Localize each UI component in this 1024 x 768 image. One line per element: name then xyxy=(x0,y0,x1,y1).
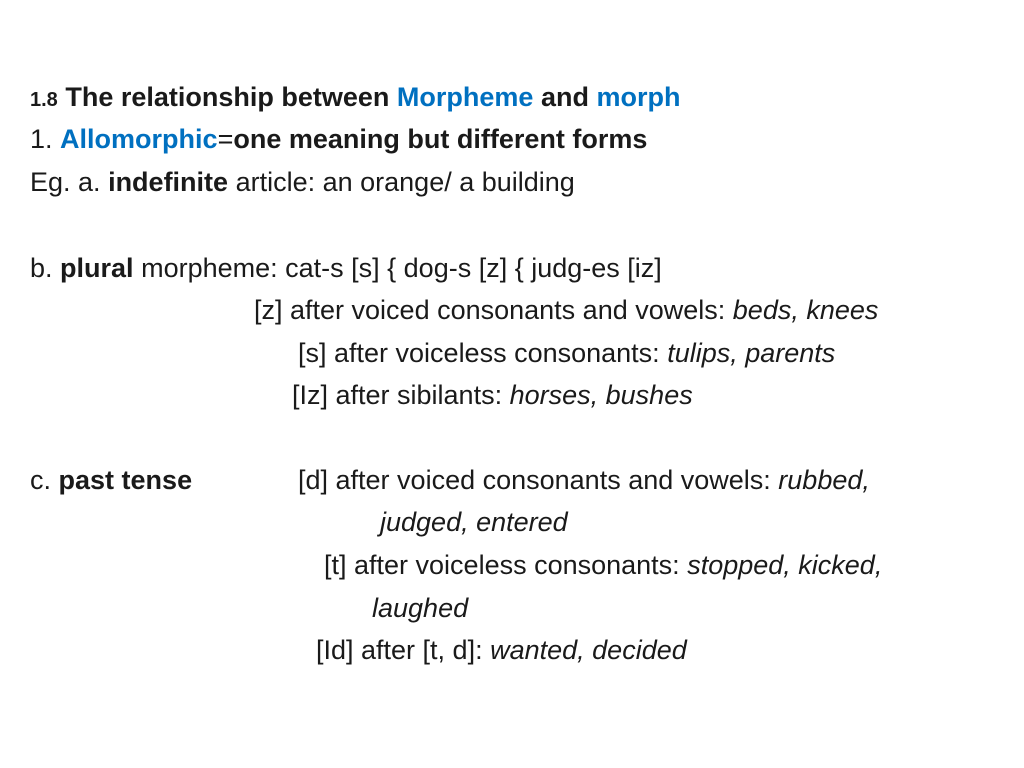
heading-pre: The relationship between xyxy=(65,82,390,112)
past-rule-t-continuation: laughed xyxy=(372,593,469,623)
point-1-prefix: 1. xyxy=(30,124,53,154)
past-rule-t xyxy=(324,552,882,579)
plural-rule-iz-examples: horses, bushes xyxy=(509,380,693,410)
plural-rule-iz-text: [Iz] after sibilants: xyxy=(292,380,503,410)
plural-rule-s-text: [s] after voiceless consonants: xyxy=(298,338,660,368)
example-b-text: morpheme: cat-s [s] { dog-s [z] { judg-es [iz] xyxy=(141,253,662,283)
plural-rule-z-examples: beds, knees xyxy=(732,295,879,325)
past-rule-d-examples: rubbed, xyxy=(778,465,870,495)
example-c-prefix: c. xyxy=(30,465,52,495)
past-rule-d-continuation: judged, entered xyxy=(380,507,568,537)
plural-rule-z-text: [z] after voiced consonants and vowels: xyxy=(254,295,726,325)
past-rule-t-text: [t] after voiceless consonants: xyxy=(324,550,680,580)
example-b-line xyxy=(30,255,662,282)
point-1-line xyxy=(30,126,647,153)
past-rule-id xyxy=(316,637,687,664)
section-number: 1.8 xyxy=(30,89,58,111)
point-1-term: Allomorphic xyxy=(60,124,218,154)
past-rule-d xyxy=(298,467,870,494)
past-rule-id-text: [Id] after [t, d]: xyxy=(316,635,483,665)
plural-rule-z xyxy=(254,297,878,324)
past-rule-t-examples: stopped, kicked, xyxy=(687,550,883,580)
past-rule-d-text: [d] after voiced consonants and vowels: xyxy=(298,465,771,495)
plural-rule-s-examples: tulips, parents xyxy=(667,338,836,368)
example-b-prefix: b. xyxy=(30,253,53,283)
plural-rule-s xyxy=(298,340,835,367)
plural-rule-iz xyxy=(292,382,693,409)
example-a-prefix: Eg. a. xyxy=(30,167,101,197)
example-c-keyword: past tense xyxy=(58,465,193,495)
example-c-label xyxy=(30,467,192,494)
heading-mid: and xyxy=(540,82,589,112)
point-1-eq: = xyxy=(217,124,234,154)
heading-term-morph: morph xyxy=(596,82,681,112)
example-a-keyword: indefinite xyxy=(108,167,229,197)
example-b-keyword: plural xyxy=(60,253,134,283)
heading-line xyxy=(30,84,680,111)
past-rule-id-examples: wanted, decided xyxy=(490,635,687,665)
heading-term-morpheme: Morpheme xyxy=(396,82,534,112)
point-1-definition: one meaning but different forms xyxy=(233,124,648,154)
example-a-line xyxy=(30,169,575,196)
example-a-text: article: an orange/ a building xyxy=(235,167,575,197)
